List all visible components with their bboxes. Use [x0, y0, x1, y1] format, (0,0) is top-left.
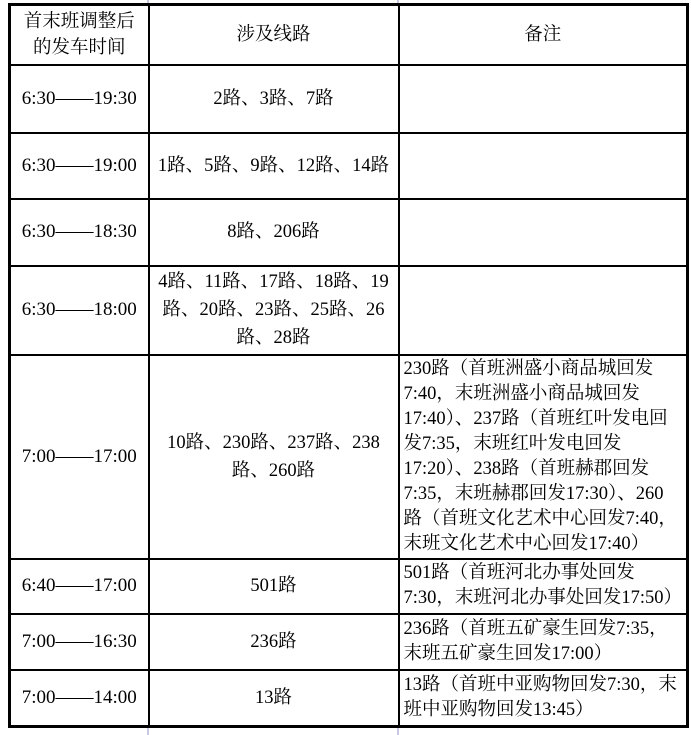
time-cell: 7:00——14:00: [10, 670, 149, 727]
routes-cell: 10路、230路、237路、238路、260路: [149, 355, 399, 559]
time-cell: 6:30——19:00: [10, 133, 149, 199]
remark-cell: [399, 199, 688, 266]
remark-cell: 230路（首班洲盛小商品城回发7:40，末班洲盛小商品城回发17:40）、237路（首班红叶发电回发7:35，末班红叶发电回发17:20）、238路（首班赫郡回发7:35，末班赫郡回发17:30）、260路（首班文化艺术中心回发7:40，末班文化艺术中心回发17:40）: [399, 355, 688, 559]
time-cell: 7:00——17:00: [10, 355, 149, 559]
time-cell: 6:30——18:30: [10, 199, 149, 266]
time-cell: 6:40——17:00: [10, 559, 149, 614]
time-cell: 6:30——18:00: [10, 266, 149, 355]
bus-schedule-table: [8, 3, 689, 728]
cropped-gridline-stub: [397, 727, 399, 735]
routes-cell: 13路: [149, 670, 399, 727]
routes-cell: 236路: [149, 614, 399, 670]
routes-cell: 4路、11路、17路、18路、19路、20路、23路、25路、26路、28路: [149, 266, 399, 355]
routes-cell: 1路、5路、9路、12路、14路: [149, 133, 399, 199]
table-row: [10, 614, 688, 670]
cropped-gridline-stub: [147, 727, 149, 735]
header-routes: 涉及线路: [149, 5, 399, 65]
table-header-row: [10, 5, 688, 65]
table-row: [10, 65, 688, 133]
routes-cell: 2路、3路、7路: [149, 65, 399, 133]
header-departure-time: 首末班调整后的发车时间: [10, 5, 149, 65]
table-row: [10, 355, 688, 559]
remark-cell: 13路（首班中亚购物回发7:30，末班中亚购物回发13:45）: [399, 670, 688, 727]
remark-cell: 501路（首班河北办事处回发7:30，末班河北办事处回发17:50）: [399, 559, 688, 614]
remark-cell: [399, 266, 688, 355]
routes-cell: 501路: [149, 559, 399, 614]
remark-cell: [399, 65, 688, 133]
table-row: [10, 670, 688, 727]
table-row: [10, 559, 688, 614]
table-row: [10, 133, 688, 199]
time-cell: 6:30——19:30: [10, 65, 149, 133]
table-row: [10, 266, 688, 355]
time-cell: 7:00——16:30: [10, 614, 149, 670]
table-row: [10, 199, 688, 266]
remark-cell: [399, 133, 688, 199]
remark-cell: 236路（首班五矿豪生回发7:35，末班五矿豪生回发17:00）: [399, 614, 688, 670]
header-remarks: 备注: [399, 5, 688, 65]
routes-cell: 8路、206路: [149, 199, 399, 266]
